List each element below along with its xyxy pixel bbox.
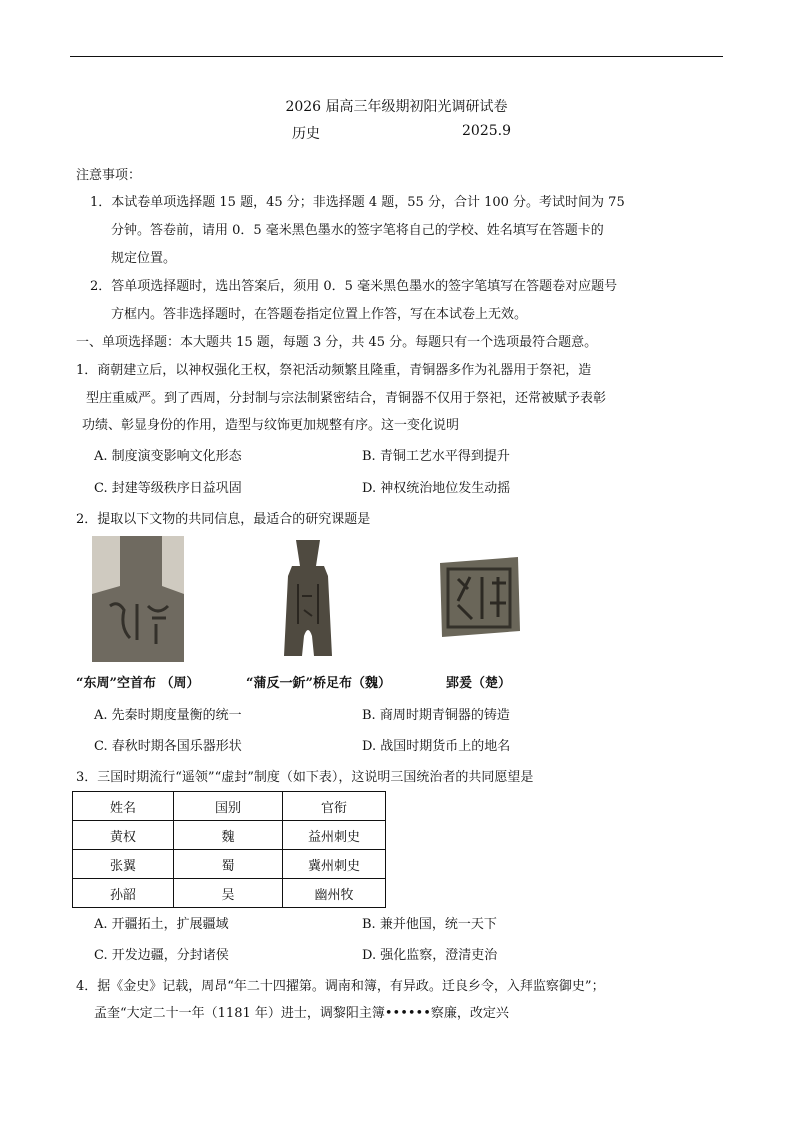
exam-date: 2025.9 — [462, 123, 511, 139]
q2-option-c[interactable]: C. 春秋时期各国乐器形状 — [94, 739, 242, 754]
q2-option-d[interactable]: D. 战国时期货币上的地名 — [362, 739, 511, 754]
table-cell: 魏 — [174, 821, 283, 850]
yingyuan-coin-image — [436, 555, 522, 639]
table-cell: 益州刺史 — [283, 821, 386, 850]
kongshoubu-coin-image — [92, 536, 184, 662]
coin-caption-1: “东周”空首布 （周） — [76, 676, 200, 691]
q1-option-b[interactable]: B. 青铜工艺水平得到提升 — [362, 449, 510, 464]
table-row — [73, 821, 386, 850]
table-cell: 吴 — [174, 879, 283, 908]
q1-option-d[interactable]: D. 神权统治地位发生动摇 — [362, 481, 511, 496]
q2-stem: 2．提取以下文物的共同信息，最适合的研究课题是 — [76, 512, 371, 527]
q3-table — [72, 791, 386, 908]
q3-table-header-cell: 姓名 — [73, 792, 174, 821]
table-row — [73, 879, 386, 908]
table-cell: 冀州刺史 — [283, 850, 386, 879]
q1-stem-line-1: 1．商朝建立后，以神权强化王权，祭祀活动频繁且隆重，青铜器多作为礼器用于祭祀，造 — [76, 363, 592, 378]
notice-heading: 注意事项： — [76, 168, 142, 183]
table-cell: 孙韶 — [73, 879, 174, 908]
notice-item-1-line-3: 规定位置。 — [111, 251, 177, 266]
q3-option-c[interactable]: C. 开发边疆，分封诸侯 — [94, 948, 229, 963]
q4-stem-line-2: 孟奎“大定二十一年（1181 年）进士，调黎阳主簿••••••察廉，改定兴 — [94, 1006, 509, 1021]
notice-item-1-line-1: 1．本试卷单项选择题 15 题，45 分；非选择题 4 题，55 分，合计 100 分。考试时间为 75 — [90, 195, 625, 210]
notice-item-2-line-2: 方框内。答非选择题时，在答题卷指定位置上作答，写在本试卷上无效。 — [111, 307, 528, 322]
coin-caption-2: “蒲反一釿”桥足布（魏） — [246, 676, 391, 691]
q3-table-header-cell: 官衔 — [283, 792, 386, 821]
q2-option-a[interactable]: A. 先秦时期度量衡的统一 — [94, 708, 242, 723]
q3-option-b[interactable]: B. 兼并他国，统一天下 — [362, 917, 497, 932]
exam-title: 2026 届高三年级期初阳光调研试卷 — [285, 99, 508, 115]
table-cell: 张翼 — [73, 850, 174, 879]
q3-table-header-cell: 国别 — [174, 792, 283, 821]
top-rule — [70, 56, 723, 57]
notice-item-1-line-2: 分钟。答卷前，请用 0．5 毫米黑色墨水的签字笔将自己的学校、姓名填写在答题卡的 — [111, 223, 604, 238]
q1-option-a[interactable]: A. 制度演变影响文化形态 — [94, 449, 242, 464]
notice-item-2-line-1: 2．答单项选择题时，选出答案后，须用 0．5 毫米黑色墨水的签字笔填写在答题卷对应题号 — [90, 279, 618, 294]
section-heading: 一、单项选择题：本大题共 15 题，每题 3 分，共 45 分。每题只有一个选项最符合题意。 — [76, 335, 598, 350]
table-row — [73, 850, 386, 879]
q4-stem-line-1: 4．据《金史》记载，周昂“年二十四擢第。调南和簿，有异政。迁良乡令，入拜监察御史”； — [76, 979, 605, 994]
table-cell: 幽州牧 — [283, 879, 386, 908]
table-cell: 蜀 — [174, 850, 283, 879]
q3-stem: 3．三国时期流行“遥领”“虚封”制度（如下表），这说明三国统治者的共同愿望是 — [76, 770, 534, 785]
q3-option-d[interactable]: D. 强化监察，澄清吏治 — [362, 948, 498, 963]
q1-stem-line-3: 功绩、彰显身份的作用，造型与纹饰更加规整有序。这一变化说明 — [82, 418, 460, 433]
q3-table-header-row — [73, 792, 386, 821]
coin-caption-3: 郢爰（楚） — [446, 676, 512, 691]
qiaozubu-coin-image — [266, 536, 350, 662]
subject-label: 历史 — [292, 126, 320, 142]
q1-stem-line-2: 型庄重威严。到了西周，分封制与宗法制紧密结合，青铜器不仅用于祭祀，还常被赋予表彰 — [86, 391, 607, 406]
table-cell: 黄权 — [73, 821, 174, 850]
q2-option-b[interactable]: B. 商周时期青铜器的铸造 — [362, 708, 510, 723]
q1-option-c[interactable]: C. 封建等级秩序日益巩固 — [94, 481, 242, 496]
q3-option-a[interactable]: A. 开疆拓土，扩展疆域 — [94, 917, 229, 932]
